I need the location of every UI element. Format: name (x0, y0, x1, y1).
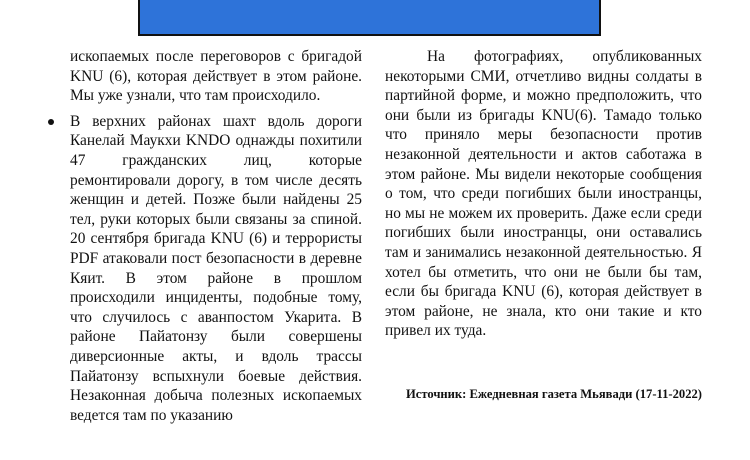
continuation-paragraph: ископаемых после переговоров с бригадой KNU (6), которая действует в этом районе. Мы уже узнали, что там происходило. (70, 48, 362, 105)
source-citation: Источник: Ежедневная газета Мьявади (17-11-2022) (405, 387, 702, 401)
right-paragraph: На фотографиях, опубликованных некоторыми СМИ, отчетливо видны солдаты в партийной форме, и можно предположить, что они были из бригады KNU(6). Тамадо только что приняло меры безопасности против незаконной деятельности и актов саботажа в этом районе. Мы видели некоторые сообщения о том, что среди погибших были иностранцы, но мы не можем их проверить. Даже если среди погибших были иностранцы, они оставались там и занимались незаконной деятельностью. Я хотел бы отметить, что они не были бы там, если бы бригада KNU (6), которая действует в этом районе, не знала, кто они такие и кто привел их туда. (385, 48, 702, 340)
bullet-paragraph: В верхних районах шахт вдоль дороги Канелай Маукхи KNDO однажды похитили 47 гражданских лиц, которые ремонтировали дорогу, в том числе десять женщин и детей. Позже были найдены 25 тел, руки которых были связаны за спиной. 20 сентября бригада KNU (6) и террористы PDF атаковали пост безопасности в деревне Кяит. В этом районе в прошлом происходили инциденты, подобные тому, что случилось с аванпостом Укарита. В районе Пайатонзу были совершены диверсионные акты, и вдоль трассы Пайатонзу вспыхнули боевые действия. Незаконная добыча полезных ископаемых ведется там по указанию (70, 112, 362, 424)
bullet-icon (48, 119, 54, 125)
right-column (385, 47, 702, 341)
left-column (70, 47, 362, 425)
header-banner (138, 0, 601, 36)
bullet-list-item (70, 112, 362, 426)
